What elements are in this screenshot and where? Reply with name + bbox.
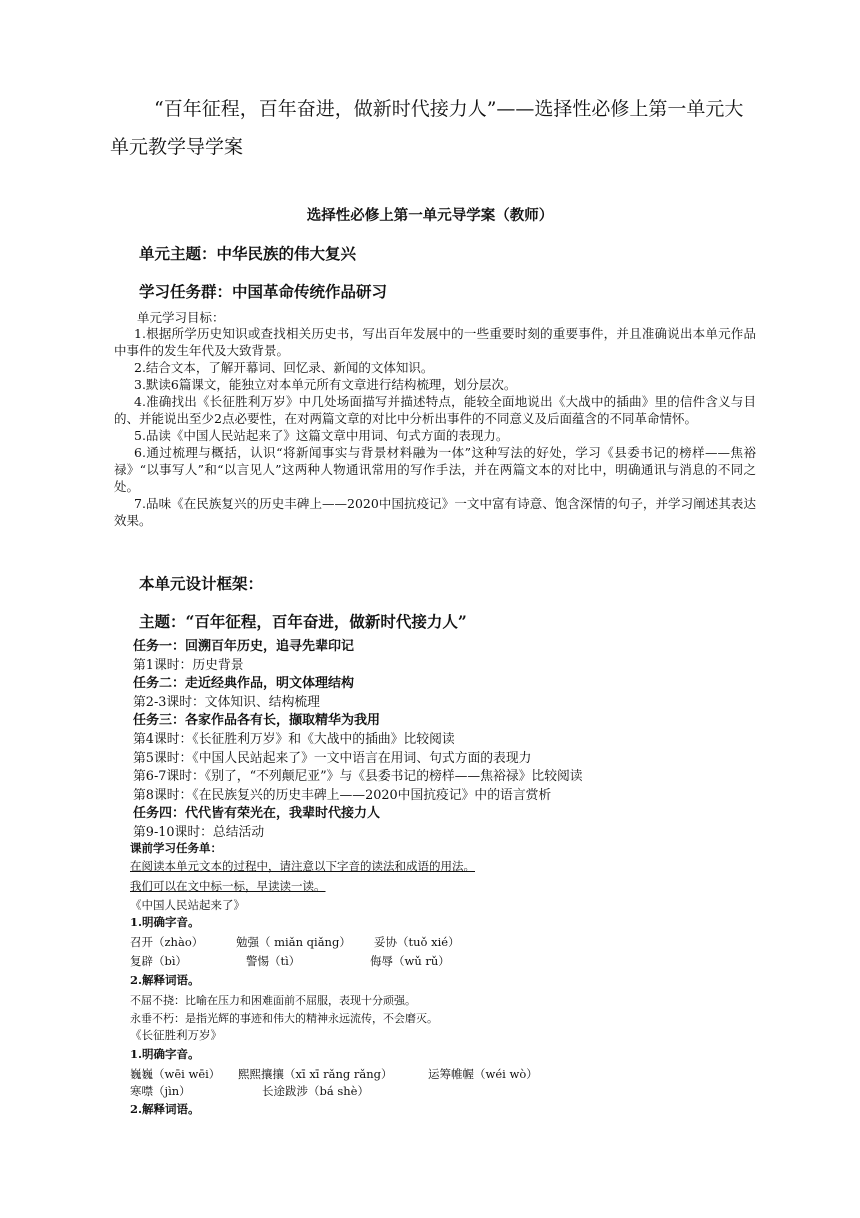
- framework-lesson: 第8课时：《在民族复兴的历史丰碑上——2020中国抗疫记》中的语言赏析: [133, 787, 552, 803]
- definition-item: 永垂不朽：是指光辉的事迹和伟大的精神永远流传，不会磨灭。: [130, 1012, 438, 1025]
- pinyin-item: 运筹帷幄（wéi wò）: [428, 1067, 538, 1081]
- goal-item: 4.准确找出《长征胜利万岁》中几处场面描写并描述特点，能较全面地说出《大战中的插曲》里的信件含义与目的、并能说出至少2点必要性，在对两篇文章的对比中分析出事件的不同意义及后面蕴含的不同革命情怀。: [114, 394, 756, 426]
- framework-theme: 主题：“百年征程，百年奋进，做新时代接力人”: [139, 612, 467, 631]
- pinyin-item: 长途跋涉（bá shè）: [262, 1084, 369, 1098]
- framework-task: 任务三：各家作品各有长，撷取精华为我用: [133, 713, 381, 729]
- pre-class-label: 课前学习任务单：: [130, 841, 222, 855]
- document-title: “百年征程，百年奋进，做新时代接力人”——选择性必修上第一单元大单元教学导学案: [110, 98, 744, 158]
- pinyin-item: 侮辱（wǔ rǔ）: [370, 954, 450, 968]
- pre-class-section: [130, 840, 770, 914]
- framework-lesson: 第1课时：历史背景: [133, 657, 244, 673]
- framework-lesson: 第2-3课时：文体知识、结构梳理: [133, 694, 320, 710]
- framework-task: 任务二：走近经典作品，明文体理结构: [133, 676, 355, 692]
- goal-item: 6.通过梳理与概括，认识“将新闻事实与背景材料融为一体”这种写法的好处，学习《县委书记的榜样——焦裕禄》“以事写人”和“以言见人”这两种人物通讯常用的写作手法，并在两篇文本的对比中，明确通讯与消息的不同之处。: [114, 445, 756, 494]
- pre-class-instruction: 我们可以在文中标一标，早读读一读。: [130, 879, 326, 893]
- pinyin-item: 勉强（ miǎn qiǎng）: [236, 935, 351, 949]
- pinyin-item: 复辟（bì）: [130, 954, 188, 968]
- goals-list: [114, 325, 756, 529]
- framework-lesson: 第6-7课时：《别了，“不列颠尼亚”》与《县委书记的榜样——焦裕禄》比较阅读: [133, 769, 583, 785]
- goal-item: 1.根据所学历史知识或查找相关历史书，写出百年发展中的一些重要时刻的重要事件，并且准确说出本单元作品中事件的发生年代及大致背景。: [114, 326, 756, 358]
- section-pronunciation: 1.明确字音。: [130, 1047, 200, 1061]
- goal-item: 2.结合文本，了解开幕词、回忆录、新闻的文体知识。: [134, 360, 434, 375]
- book-title: 《中国人民站起来了》: [130, 898, 245, 912]
- section-vocabulary: 2.解释词语。: [130, 973, 200, 987]
- pinyin-item: 熙熙攘攘（xī xī rǎng rǎng）: [238, 1067, 393, 1081]
- goal-item: 3.默读6篇课文，能独立对本单元所有文章进行结构梳理，划分层次。: [134, 377, 517, 392]
- section-pronunciation: 1.明确字音。: [130, 915, 200, 929]
- pinyin-item: 巍巍（wēi wēi）: [130, 1067, 221, 1081]
- framework-heading: 本单元设计框架：: [139, 574, 264, 593]
- framework-task: 任务一：回溯百年历史，追寻先辈印记: [133, 639, 355, 654]
- framework-lesson: 第5课时：《中国人民站起来了》一文中语言在用词、句式方面的表现力: [133, 750, 532, 766]
- goal-item: 5.品读《中国人民站起来了》这篇文章中用词、句式方面的表现力。: [134, 428, 509, 443]
- book-title: 《长征胜利万岁》: [130, 1028, 222, 1042]
- goal-item: 7.品味《在民族复兴的历史丰碑上——2020中国抗疫记》一文中富有诗意、饱含深情的句子，并学习阐述其表达效果。: [114, 496, 756, 528]
- framework-lesson: 第9-10课时：总结活动: [133, 824, 265, 840]
- pre-class-instruction: 在阅读本单元文本的过程中，请注意以下字音的读法和成语的用法。: [130, 859, 475, 873]
- section-vocabulary: 2.解释词语。: [130, 1102, 200, 1116]
- goals-label: 单元学习目标：: [137, 310, 225, 325]
- unit-theme: 单元主题：中华民族的伟大复兴: [139, 244, 357, 263]
- pinyin-item: 召开（zhào）: [130, 935, 204, 949]
- task-group: 学习任务群：中国革命传统作品研习: [139, 282, 388, 301]
- framework-lesson: 第4课时：《长征胜利万岁》和《大战中的插曲》比较阅读: [133, 731, 455, 747]
- pinyin-item: 寒噤（jìn）: [130, 1084, 191, 1098]
- guide-title: 选择性必修上第一单元导学案（教师）: [306, 207, 554, 224]
- pinyin-item: 警惕（tì）: [246, 954, 301, 968]
- pinyin-item: 妥协（tuǒ xié）: [374, 935, 460, 949]
- framework-task: 任务四：代代皆有荣光在，我辈时代接力人: [133, 806, 381, 822]
- definition-item: 不屈不挠：比喻在压力和困难面前不屈服，表现十分顽强。: [130, 994, 416, 1007]
- framework-list: [133, 638, 583, 843]
